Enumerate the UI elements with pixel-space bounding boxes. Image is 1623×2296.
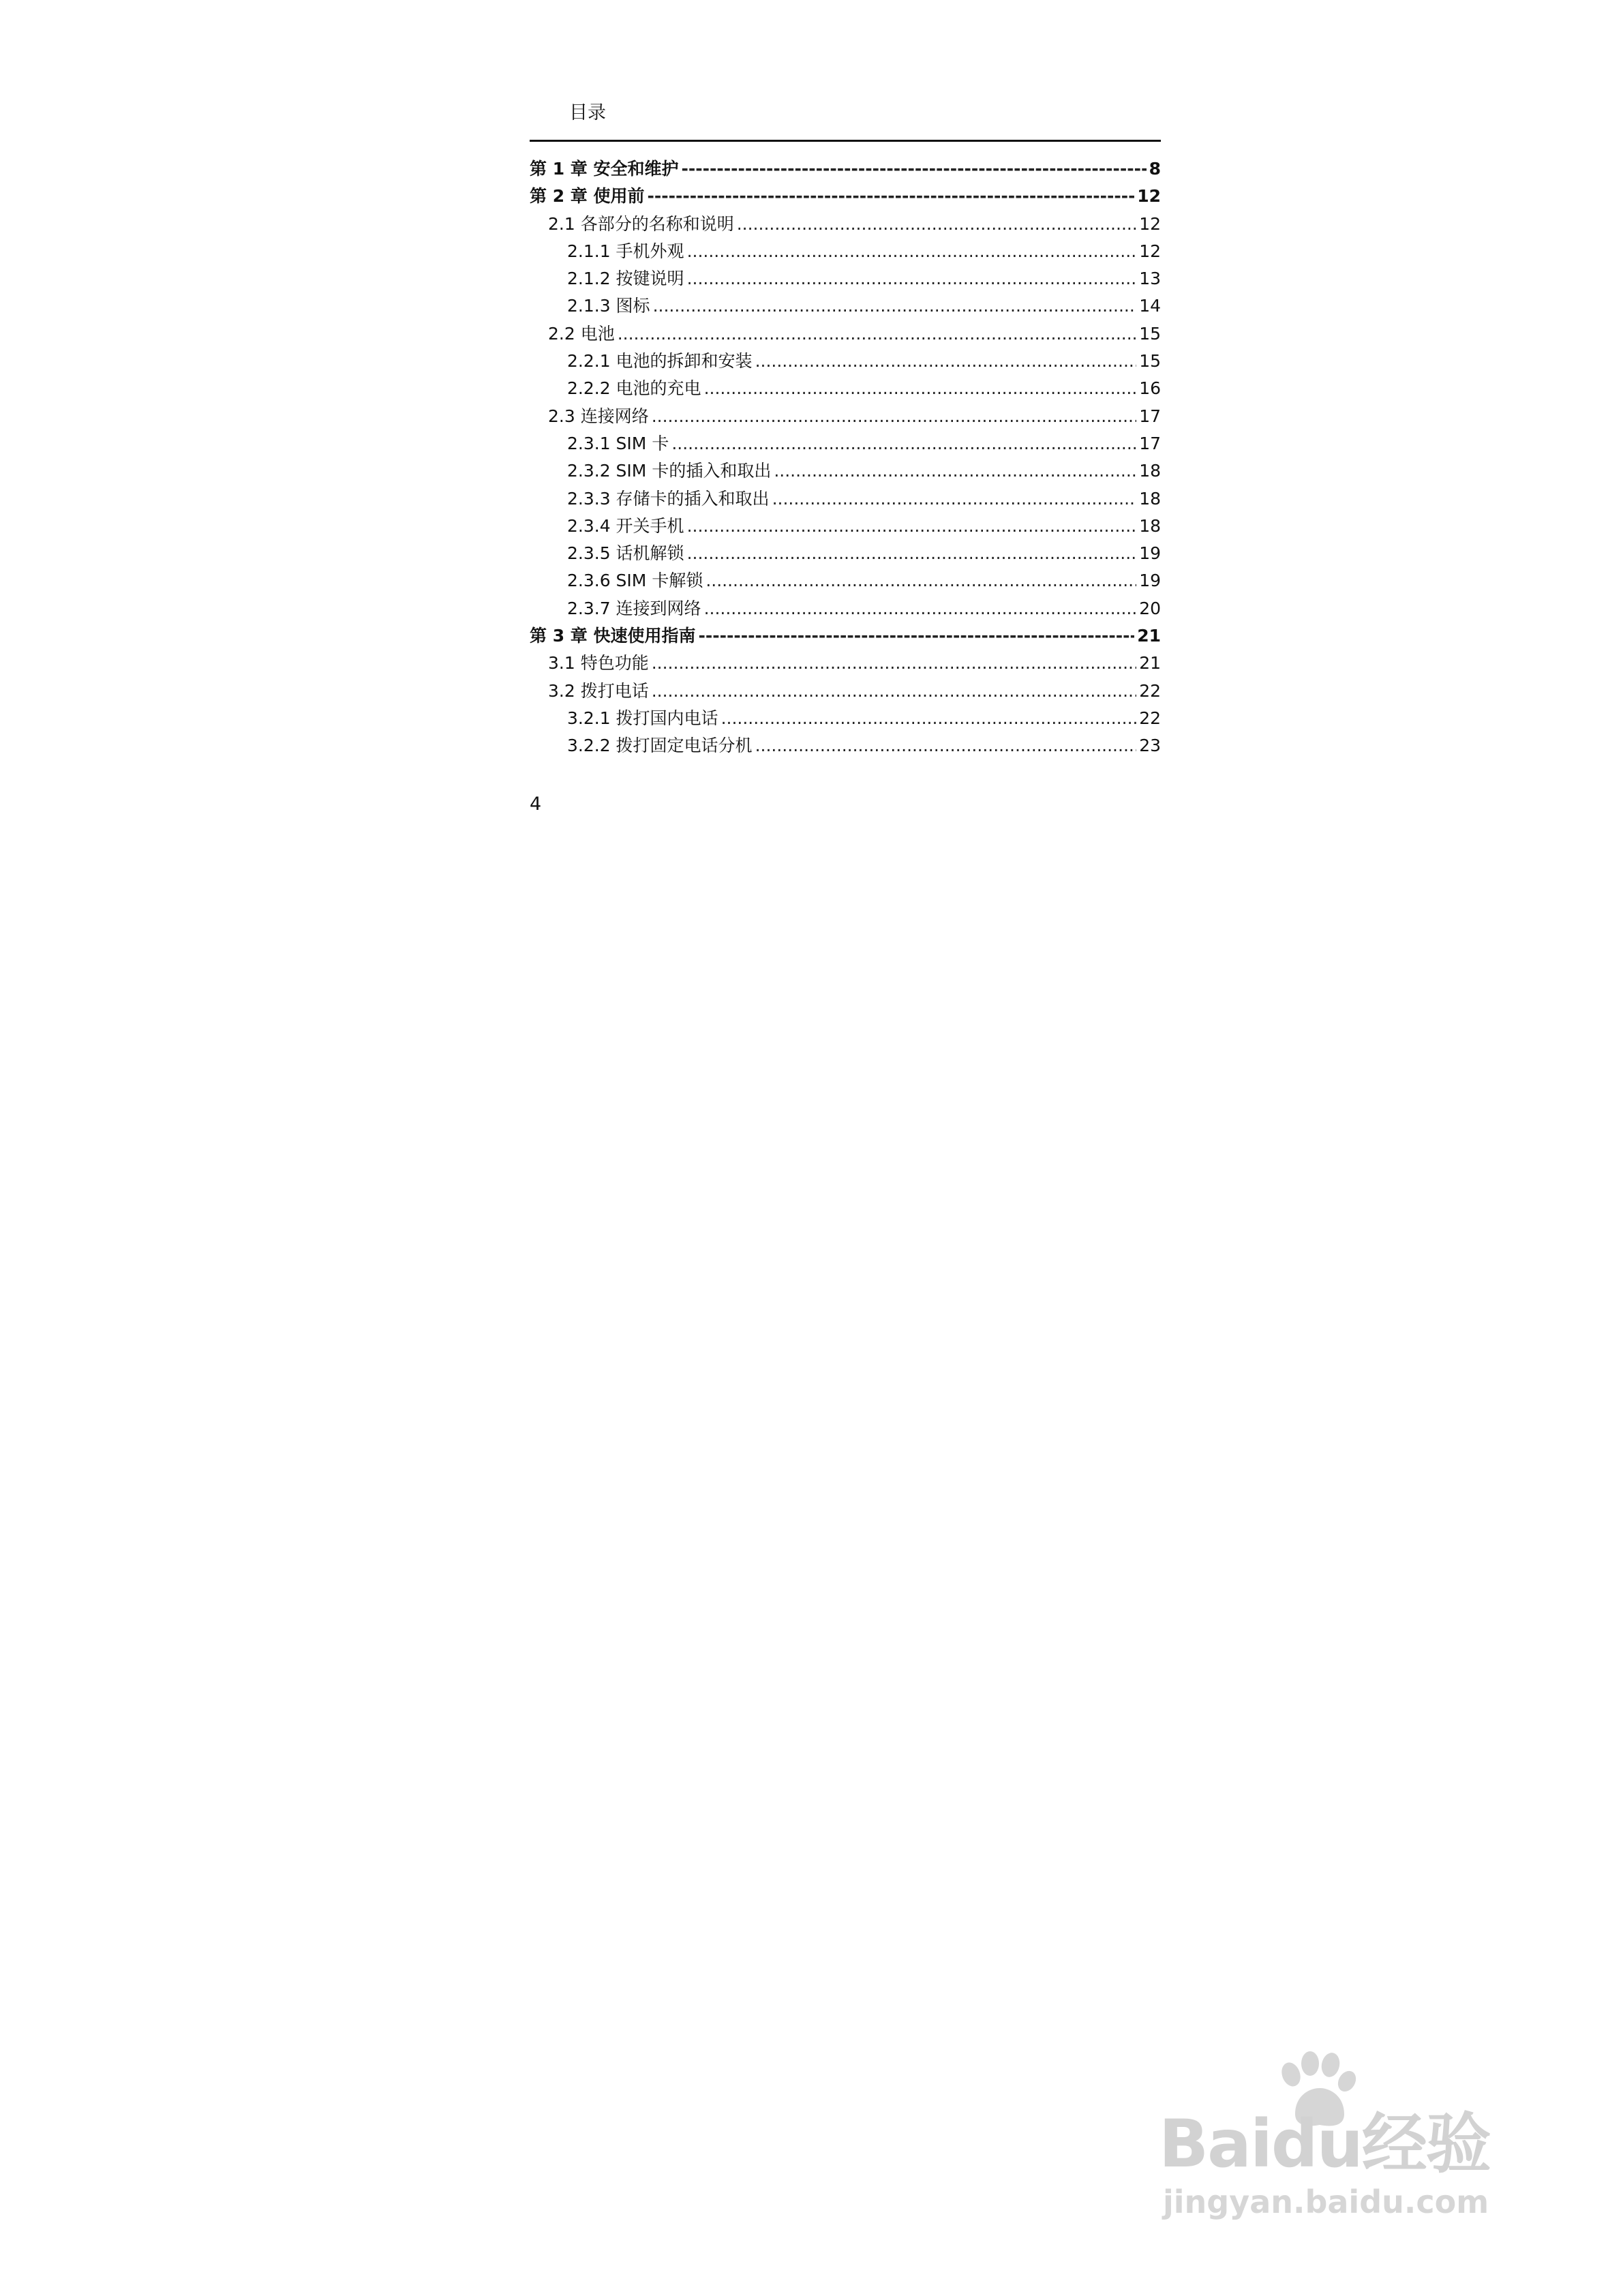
toc-list — [530, 155, 1161, 760]
toc-entry-page: 19 — [1139, 543, 1161, 564]
toc-entry-2-3[interactable] — [530, 403, 1161, 430]
toc-leader — [682, 155, 1147, 183]
toc-entry-2-2-1[interactable] — [530, 348, 1161, 375]
toc-entry-page: 19 — [1139, 571, 1161, 591]
toc-entry-label: 2.3.5 话机解锁 — [567, 543, 684, 564]
toc-entry-page: 22 — [1139, 708, 1161, 728]
toc-leader — [706, 567, 1136, 594]
toc-leader — [687, 265, 1137, 292]
toc-entry-label: 2.1.3 图标 — [567, 296, 650, 316]
baidu-jingyan-watermark — [1159, 2049, 1541, 2226]
toc-leader — [704, 595, 1137, 622]
toc-leader — [755, 732, 1137, 759]
page-number: 4 — [530, 794, 542, 815]
toc-leader — [737, 211, 1136, 238]
toc-leader — [687, 513, 1137, 540]
toc-entry-label: 第 1 章 安全和维护 — [530, 159, 679, 179]
toc-entry-label: 3.2.2 拨打固定电话分机 — [567, 736, 753, 756]
toc-entry-label: 2.3.4 开关手机 — [567, 515, 684, 536]
toc-entry-label: 2.3 连接网络 — [548, 406, 649, 426]
toc-entry-3-2[interactable] — [530, 678, 1161, 705]
toc-entry-label: 2.3.1 SIM 卡 — [567, 433, 669, 453]
toc-entry-page: 23 — [1139, 736, 1161, 756]
toc-entry-page: 12 — [1139, 213, 1161, 234]
toc-entry-2-3-4[interactable] — [530, 513, 1161, 540]
toc-entry-2-3-1[interactable] — [530, 430, 1161, 457]
toc-entry-label: 2.3.7 连接到网络 — [567, 598, 701, 618]
toc-entry-2-3-5[interactable] — [530, 540, 1161, 567]
toc-entry-ch2[interactable] — [530, 183, 1161, 210]
toc-entry-ch1[interactable] — [530, 155, 1161, 183]
toc-entry-page: 17 — [1139, 406, 1161, 426]
toc-leader — [772, 485, 1137, 513]
toc-entry-page: 16 — [1139, 378, 1161, 399]
toc-entry-label: 第 2 章 使用前 — [530, 186, 645, 207]
toc-entry-2-1[interactable] — [530, 211, 1161, 238]
toc-entry-2-2-2[interactable] — [530, 375, 1161, 402]
toc-entry-label: 3.2 拨打电话 — [548, 680, 649, 701]
toc-entry-label: 2.2.2 电池的充电 — [567, 378, 701, 399]
toc-entry-label: 2.2.1 电池的拆卸和安装 — [567, 351, 753, 372]
toc-leader — [699, 622, 1135, 650]
toc-entry-page: 15 — [1139, 323, 1161, 344]
toc-leader — [671, 430, 1136, 457]
toc-entry-page: 21 — [1137, 626, 1161, 646]
toc-entry-label: 2.1 各部分的名称和说明 — [548, 213, 734, 234]
toc-entry-label: 第 3 章 快速使用指南 — [530, 626, 696, 646]
toc-entry-label: 3.2.1 拨打国内电话 — [567, 708, 718, 728]
watermark-brand: Baidu经验 — [1159, 2106, 1490, 2182]
toc-entry-label: 2.1.1 手机外观 — [567, 241, 684, 261]
toc-entry-page: 21 — [1139, 653, 1161, 674]
toc-entry-3-1[interactable] — [530, 650, 1161, 677]
toc-leader — [721, 705, 1137, 732]
toc-leader — [687, 540, 1137, 567]
toc-entry-2-1-3[interactable] — [530, 292, 1161, 320]
toc-leader — [652, 403, 1136, 430]
toc-entry-2-3-7[interactable] — [530, 595, 1161, 622]
toc-entry-page: 18 — [1139, 488, 1161, 509]
toc-leader — [755, 348, 1137, 375]
toc-leader — [652, 678, 1136, 705]
toc-entry-page: 12 — [1139, 241, 1161, 261]
toc-entry-label: 2.3.6 SIM 卡解锁 — [567, 571, 703, 591]
toc-entry-page: 8 — [1149, 159, 1161, 179]
toc-entry-page: 20 — [1139, 598, 1161, 618]
toc-title: 目录 — [569, 102, 606, 123]
watermark-url: jingyan.baidu.com — [1163, 2184, 1489, 2220]
toc-entry-page: 15 — [1139, 351, 1161, 372]
toc-leader — [687, 238, 1137, 265]
toc-entry-label: 2.3.2 SIM 卡的插入和取出 — [567, 461, 772, 481]
toc-entry-2-1-2[interactable] — [530, 265, 1161, 292]
toc-entry-2-1-1[interactable] — [530, 238, 1161, 265]
toc-entry-ch3[interactable] — [530, 622, 1161, 650]
toc-entry-page: 12 — [1137, 186, 1161, 207]
toc-leader — [704, 375, 1137, 402]
toc-entry-page: 18 — [1139, 461, 1161, 481]
toc-title-rule — [530, 140, 1161, 142]
toc-entry-page: 17 — [1139, 433, 1161, 453]
toc-entry-label: 3.1 特色功能 — [548, 653, 649, 674]
toc-entry-3-2-1[interactable] — [530, 705, 1161, 732]
toc-entry-page: 22 — [1139, 680, 1161, 701]
toc-entry-label: 2.2 电池 — [548, 323, 615, 344]
toc-entry-label: 2.1.2 按键说明 — [567, 269, 684, 289]
toc-entry-label: 2.3.3 存储卡的插入和取出 — [567, 488, 770, 509]
toc-leader — [774, 457, 1136, 485]
toc-leader — [648, 183, 1135, 210]
toc-leader — [653, 292, 1137, 320]
toc-entry-2-3-2[interactable] — [530, 457, 1161, 485]
toc-leader — [652, 650, 1136, 677]
toc-entry-page: 13 — [1139, 269, 1161, 289]
toc-entry-2-3-6[interactable] — [530, 567, 1161, 594]
toc-entry-page: 18 — [1139, 515, 1161, 536]
toc-entry-page: 14 — [1139, 296, 1161, 316]
toc-entry-2-2[interactable] — [530, 320, 1161, 348]
toc-entry-2-3-3[interactable] — [530, 485, 1161, 513]
toc-leader — [618, 320, 1136, 348]
toc-entry-3-2-2[interactable] — [530, 732, 1161, 759]
